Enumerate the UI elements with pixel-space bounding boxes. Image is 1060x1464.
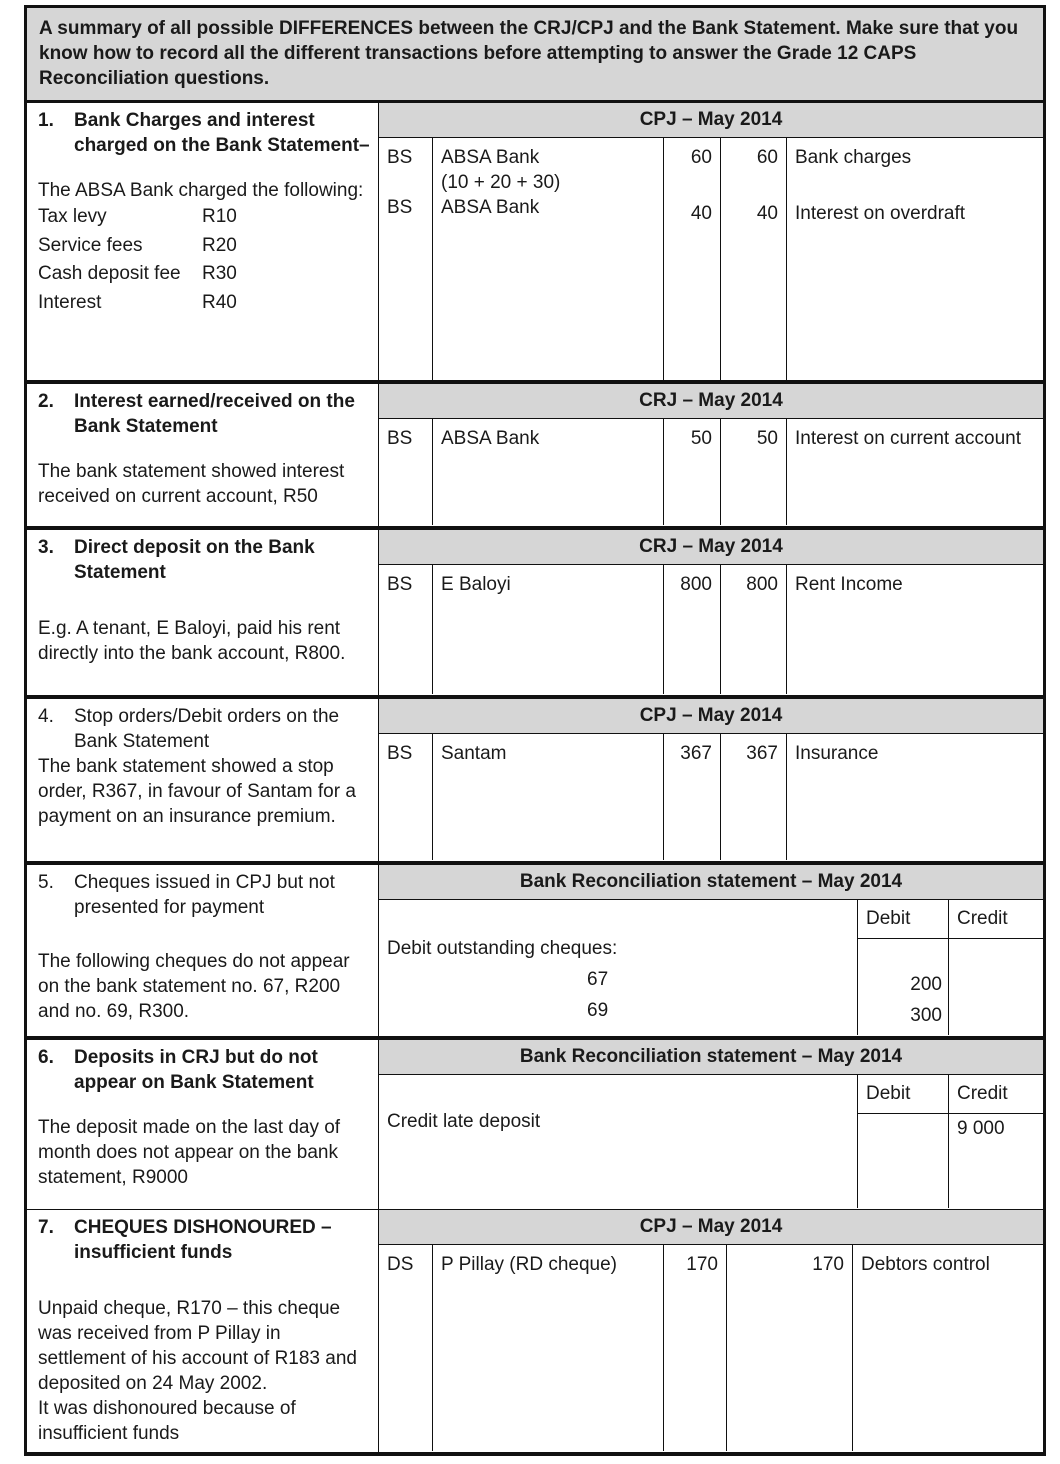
table-row <box>379 565 1043 694</box>
amount-cell: 367 <box>721 734 787 860</box>
ref-cell: BS <box>379 734 433 860</box>
table-row <box>379 195 1043 380</box>
journal-heading: CRJ – May 2014 <box>379 530 1043 565</box>
journal-heading: CPJ – May 2014 <box>379 103 1043 138</box>
journal-table <box>379 419 1043 525</box>
journal-entry <box>379 699 1043 861</box>
detail-cell: Debtors control <box>861 1254 990 1275</box>
fee-label: Interest <box>38 291 102 313</box>
amount-cell: 800 <box>721 565 787 694</box>
amount-cell: 60 <box>721 138 787 195</box>
fee-row <box>38 232 370 261</box>
recon-label: Debit outstanding cheques: <box>387 938 618 959</box>
reconciliation-table <box>379 1075 1043 1208</box>
section-stop-orders <box>24 699 1046 865</box>
amount-cell: 40 <box>721 195 787 380</box>
name-cell: P Pillay (RD cheque) <box>433 1245 664 1451</box>
section-desc: The deposit made on the last day of month does not appear on the bank statement, R9000 <box>38 1117 341 1188</box>
amount-cell: 367 <box>664 734 721 860</box>
page-header: A summary of all possible DIFFERENCES between the CRJ/CPJ and the Bank Statement. Make sure that you know how to record all the different transactions before attempting to answer the Grade 12 CAPS Reconciliation questions. <box>24 5 1046 103</box>
section-desc: Unpaid cheque, R170 – this cheque was received from P Pillay in settlement of his account of R183 and deposited on 24 May 2002. <box>38 1298 357 1394</box>
detail-cell: Interest on overdraft <box>795 203 966 224</box>
amount-cell: 50 <box>664 419 721 525</box>
section-desc: E.g. A tenant, E Baloyi, paid his rent directly into the bank account, R800. <box>38 618 346 664</box>
credit-column <box>949 1075 1043 1208</box>
section-desc: The bank statement showed a stop order, R367, in favour of Santam for a payment on an insurance premium. <box>38 756 356 827</box>
detail-cell: Bank charges <box>795 147 912 168</box>
amount-cell: 170 <box>727 1245 853 1451</box>
section-title: Stop orders/Debit orders on the Bank Statement <box>74 706 340 752</box>
reconciliation-entry <box>379 865 1043 1036</box>
name-cell <box>433 138 664 195</box>
section-title: Bank Charges and interest charged on the Bank Statement– <box>74 110 370 156</box>
name-cell: E Baloyi <box>433 565 664 694</box>
section-description <box>27 1040 379 1209</box>
section-desc-continued: It was dishonoured because of insufficient funds <box>38 1398 296 1444</box>
recon-label: Credit late deposit <box>387 1111 541 1132</box>
deposit-amount: 9 000 <box>957 1118 1005 1139</box>
fee-amount: R40 <box>202 291 237 313</box>
table-row <box>379 734 1043 860</box>
section-description <box>27 530 379 695</box>
credit-column <box>949 900 1043 1035</box>
ref-cell: BS <box>379 419 433 525</box>
journal-heading: CPJ – May 2014 <box>379 699 1043 734</box>
cheque-amount: 200 <box>910 974 942 995</box>
section-number: 6. <box>38 1047 54 1068</box>
credit-header: Credit <box>949 1075 1043 1114</box>
debit-column <box>858 900 949 1035</box>
fee-label: Service fees <box>38 234 143 256</box>
section-description <box>27 699 379 861</box>
section-number: 7. <box>38 1217 54 1238</box>
section-description <box>27 384 379 526</box>
journal-heading: Bank Reconciliation statement – May 2014 <box>379 865 1043 900</box>
journal-table <box>379 734 1043 860</box>
amount-cell: 800 <box>664 565 721 694</box>
journal-entry <box>379 530 1043 695</box>
section-description <box>27 1210 379 1452</box>
credit-header: Credit <box>949 900 1043 939</box>
section-title: Cheques issued in CPJ but not presented for payment <box>74 872 335 918</box>
journal-heading: Bank Reconciliation statement – May 2014 <box>379 1040 1043 1075</box>
name-cell: ABSA Bank <box>433 419 664 525</box>
amount-cell: 50 <box>721 419 787 525</box>
section-title: Deposits in CRJ but do not appear on Bank Statement <box>74 1047 318 1093</box>
fee-row <box>38 260 370 289</box>
journal-entry <box>379 1210 1043 1452</box>
cheque-amount: 300 <box>910 1005 942 1026</box>
section-desc: The ABSA Bank charged the following: <box>38 180 364 201</box>
journal-entry <box>379 384 1043 526</box>
summary-sheet <box>24 5 1046 1456</box>
journal-table <box>379 138 1043 380</box>
reconciliation-table <box>379 900 1043 1035</box>
section-title: Interest earned/received on the Bank Statement <box>74 391 355 437</box>
section-outstanding-cheques <box>24 865 1046 1040</box>
section-title: Direct deposit on the Bank Statement <box>74 537 315 583</box>
section-interest-earned <box>24 384 1046 530</box>
amount-cell: 170 <box>664 1245 727 1451</box>
detail-cell: Rent Income <box>795 574 903 595</box>
recon-description-column <box>379 900 858 1035</box>
section-number: 3. <box>38 537 54 558</box>
section-desc: The following cheques do not appear on the bank statement no. 67, R200 and no. 69, R300. <box>38 951 350 1022</box>
debit-header: Debit <box>858 1075 948 1114</box>
section-number: 4. <box>38 706 54 727</box>
journal-table <box>379 565 1043 694</box>
ref-cell: BS <box>379 138 433 195</box>
recon-description-column <box>379 1075 858 1208</box>
ref-cell: DS <box>379 1245 433 1451</box>
table-row <box>379 419 1043 525</box>
fee-row <box>38 203 370 232</box>
amount-cell: 60 <box>664 138 721 195</box>
fee-row <box>38 289 370 318</box>
ref-cell: BS <box>379 565 433 694</box>
journal-entry <box>379 103 1043 380</box>
account-name: ABSA Bank <box>441 147 540 168</box>
section-number: 1. <box>38 110 54 131</box>
amount-cell: 40 <box>664 195 721 380</box>
detail-cell: Interest on current account <box>795 428 1022 449</box>
section-title: CHEQUES DISHONOURED – insufficient funds <box>74 1217 332 1263</box>
cheque-number: 67 <box>587 969 609 990</box>
account-subtext: (10 + 20 + 30) <box>441 172 561 193</box>
section-direct-deposit <box>24 530 1046 699</box>
section-description <box>27 865 379 1036</box>
section-number: 2. <box>38 391 54 412</box>
cheque-number: 69 <box>587 1000 609 1021</box>
fee-label: Tax levy <box>38 206 107 227</box>
fee-amount: R20 <box>202 234 237 256</box>
section-late-deposit <box>24 1040 1046 1210</box>
table-row <box>379 1245 1043 1451</box>
section-desc: The bank statement showed interest received on current account, R50 <box>38 461 345 507</box>
debit-column <box>858 1075 949 1208</box>
journal-heading: CRJ – May 2014 <box>379 384 1043 419</box>
table-row <box>379 138 1043 195</box>
section-bank-charges <box>24 103 1046 384</box>
section-dishonoured-cheques <box>24 1210 1046 1456</box>
ref-cell: BS <box>379 195 433 380</box>
detail-cell: Insurance <box>795 743 879 764</box>
fee-amount: R30 <box>202 263 237 284</box>
name-cell: Santam <box>433 734 664 860</box>
journal-heading: CPJ – May 2014 <box>379 1210 1043 1245</box>
reconciliation-entry <box>379 1040 1043 1209</box>
debit-header: Debit <box>858 900 948 939</box>
journal-table <box>379 1245 1043 1451</box>
fee-amount: R10 <box>202 206 237 227</box>
section-description <box>27 103 379 380</box>
name-cell: ABSA Bank <box>433 195 664 380</box>
section-number: 5. <box>38 872 54 893</box>
fee-label: Cash deposit fee <box>38 263 181 284</box>
